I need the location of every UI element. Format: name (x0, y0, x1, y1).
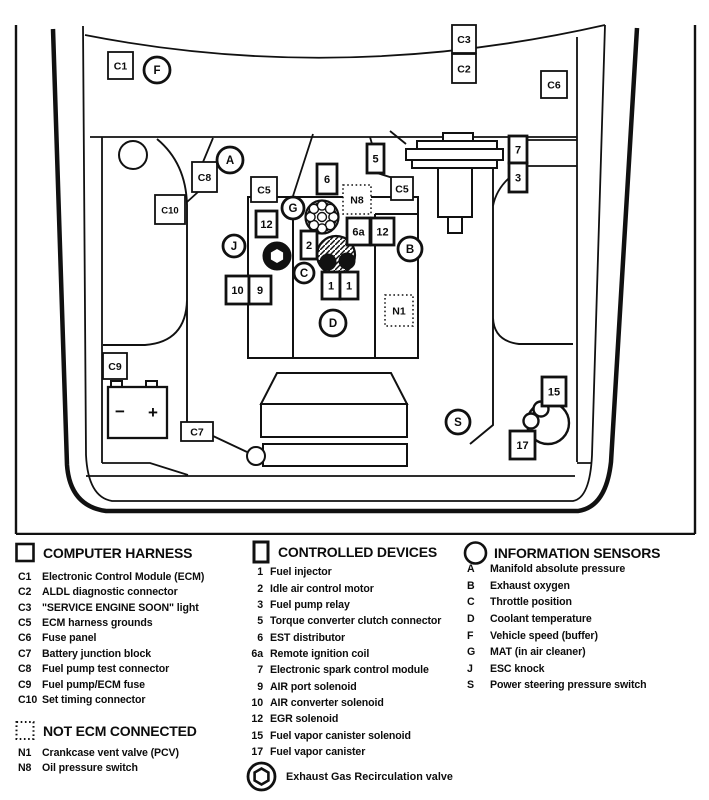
svg-text:C8: C8 (197, 171, 212, 184)
legend-item-text: Fuel pump relay (270, 598, 350, 611)
legend-item-text: EGR solenoid (270, 713, 339, 726)
svg-text:G: G (288, 203, 298, 215)
legend-item-code: 17 (251, 745, 263, 758)
svg-text:C2: C2 (457, 63, 471, 76)
svg-text:3: 3 (514, 172, 522, 185)
marker-5 (367, 144, 384, 173)
marker-2 (301, 231, 317, 259)
legend-item-code: N1 (18, 746, 32, 759)
legend-item-text: Set timing connector (42, 694, 146, 707)
svg-text:C5: C5 (395, 183, 409, 196)
marker-C2 (452, 54, 476, 83)
controlled-devices-list (249, 564, 441, 760)
marker-C5 (391, 177, 413, 200)
legend-item-code: D (467, 613, 475, 626)
svg-text:N1: N1 (392, 305, 406, 318)
egr-valve-icon (264, 243, 290, 269)
legend-item-code: J (467, 662, 473, 675)
legend-item-code: 12 (251, 713, 263, 726)
legend-item-A (467, 561, 647, 578)
legend-item-code: C3 (18, 601, 32, 614)
legend-item-text: Crankcase vent valve (PCV) (42, 746, 179, 759)
svg-text:9: 9 (256, 284, 264, 297)
battery (108, 381, 167, 438)
legend-item-N1 (18, 745, 179, 760)
svg-text:C3: C3 (457, 33, 471, 46)
legend-item-text: AIR converter solenoid (270, 696, 384, 709)
legend-item-text: ALDL diagnostic connector (42, 586, 178, 599)
legend-item-text: Fuel injector (270, 566, 332, 579)
legend-item-text: Fuel pump/ECM fuse (42, 678, 145, 691)
legend-item-15 (249, 727, 441, 743)
legend-item-code: F (467, 629, 474, 642)
svg-text:C10: C10 (161, 205, 179, 217)
marker-C7 (181, 422, 213, 441)
legend-item-text: Remote ignition coil (270, 647, 370, 660)
marker-1 (340, 272, 358, 299)
legend-item-6 (249, 629, 441, 645)
computer-harness-list (18, 569, 204, 708)
reservoir-cap-circle (119, 141, 147, 169)
legend-item-text: Coolant temperature (490, 613, 592, 626)
svg-text:F: F (153, 65, 161, 77)
legend-item-C7 (18, 646, 204, 661)
marker-1 (322, 272, 340, 299)
svg-text:J: J (230, 241, 238, 253)
marker-A (217, 147, 243, 173)
device-rect-icon (251, 539, 272, 565)
svg-text:7: 7 (514, 144, 522, 157)
legend-item-C9 (18, 677, 204, 692)
legend-item-code: 1 (257, 566, 263, 579)
legend-item-F (467, 627, 647, 644)
legend-item-text: Battery junction block (42, 647, 152, 660)
legend-item-6a (249, 646, 441, 662)
legend-item-text: Power steering pressure switch (490, 679, 647, 692)
legend-item-code: 9 (257, 680, 263, 693)
legend-item-code: C1 (18, 570, 32, 583)
legend-item-S (467, 677, 647, 694)
marker-J (223, 235, 245, 257)
legend-item-code: C6 (18, 632, 32, 645)
legend-item-2 (249, 580, 441, 596)
marker-C5 (251, 177, 277, 202)
legend-item-3 (249, 597, 441, 613)
legend-item-code: 6 (257, 631, 263, 644)
legend-item-J (467, 661, 647, 678)
svg-text:C7: C7 (190, 426, 204, 439)
not-ecm-title: NOT ECM CONNECTED (43, 722, 197, 739)
legend-item-code: 10 (251, 696, 263, 709)
legend-item-N8 (18, 760, 179, 775)
svg-text:C1: C1 (113, 60, 128, 73)
svg-text:17: 17 (516, 439, 529, 452)
legend-item-C2 (18, 584, 204, 599)
legend-item-C5 (18, 615, 204, 630)
air-cleaner-assembly (406, 133, 503, 233)
egr-valve-legend-icon (245, 760, 278, 793)
svg-text:12: 12 (260, 218, 273, 231)
marker-10 (226, 276, 249, 304)
svg-text:C5: C5 (257, 184, 271, 197)
svg-text:12: 12 (376, 226, 389, 239)
legend-item-text: Oil pressure switch (42, 762, 138, 775)
legend-item-text: AIR port solenoid (270, 680, 357, 693)
grommet-circle (247, 447, 265, 465)
marker-C3 (452, 25, 476, 53)
marker-D (320, 310, 346, 336)
legend-item-C (467, 594, 647, 611)
legend-item-code: 15 (251, 729, 263, 742)
legend-item-text: Fuel vapor canister solenoid (270, 729, 411, 742)
marker-C8 (192, 162, 217, 192)
marker-C (294, 263, 314, 283)
marker-15 (542, 377, 566, 406)
legend-item-text: Throttle position (490, 596, 572, 609)
legend-item-C10 (18, 693, 204, 708)
legend-item-12 (249, 711, 441, 727)
marker-17 (510, 431, 535, 459)
marker-9 (249, 276, 271, 304)
svg-text:C9: C9 (108, 360, 122, 373)
legend-item-text: Fuel vapor canister (270, 745, 366, 758)
svg-text:D: D (328, 318, 338, 330)
legend-item-code: 2 (257, 582, 263, 595)
svg-text:10: 10 (231, 284, 244, 297)
legend-item-text: Electronic spark control module (270, 664, 429, 677)
legend-item-code: B (467, 579, 475, 592)
legend-item-code: 7 (257, 664, 263, 677)
legend-item-1 (249, 564, 441, 580)
legend-item-9 (249, 678, 441, 694)
legend-item-text: Electronic Control Module (ECM) (42, 570, 205, 583)
computer-harness-header (14, 541, 192, 564)
legend-item-code: C2 (18, 586, 32, 599)
svg-text:5: 5 (372, 153, 379, 166)
legend-item-text: "SERVICE ENGINE SOON" light (42, 601, 199, 614)
legend-item-code: C9 (18, 678, 32, 691)
legend-item-B (467, 578, 647, 595)
legend-item-text: ECM harness grounds (42, 617, 153, 630)
legend-item-C6 (18, 631, 204, 646)
legend-item-code: C10 (18, 694, 38, 707)
legend-item-17 (249, 744, 441, 760)
front-crossmember (247, 373, 407, 466)
computer-harness-title: COMPUTER HARNESS (43, 544, 193, 561)
svg-text:S: S (454, 417, 462, 429)
not-ecm-dashed-square-icon (14, 719, 37, 742)
legend-item-code: 6a (251, 647, 263, 660)
controlled-devices-title: CONTROLLED DEVICES (278, 544, 437, 560)
marker-6 (317, 164, 337, 194)
svg-text:6a: 6a (352, 226, 365, 239)
legend-item-text: Fuse panel (42, 632, 97, 645)
svg-text:2: 2 (305, 239, 313, 252)
svg-text:15: 15 (547, 386, 561, 399)
legend-item-code: S (467, 679, 474, 692)
marker-3 (509, 163, 527, 192)
marker-N1 (385, 295, 413, 326)
legend-item-code: 5 (257, 615, 263, 628)
hood-cowl-line (85, 25, 605, 58)
marker-C10 (155, 195, 185, 224)
svg-text:1: 1 (345, 280, 353, 293)
legend-item-text: Idle air control motor (270, 582, 374, 595)
legend-item-10 (249, 695, 441, 711)
marker-12 (256, 211, 277, 237)
legend-item-text: ESC knock (490, 662, 545, 675)
marker-G (282, 197, 304, 219)
legend-item-text: MAT (in air cleaner) (490, 646, 586, 659)
distributor-icon (306, 201, 339, 234)
svg-text:C: C (299, 268, 309, 280)
marker-12 (371, 218, 394, 245)
legend-item-code: A (467, 563, 475, 576)
egr-note (245, 760, 453, 793)
marker-F (144, 57, 170, 83)
svg-text:6: 6 (323, 173, 331, 186)
information-sensors-list (467, 561, 647, 694)
legend-item-text: Torque converter clutch connector (270, 615, 442, 628)
battery-plus-symbol: + (148, 403, 158, 422)
legend-item-5 (249, 613, 441, 629)
svg-text:1: 1 (327, 280, 335, 293)
svg-text:A: A (225, 155, 235, 167)
legend-item-code: C (467, 596, 475, 609)
marker-S (446, 410, 470, 434)
legend-item-code: G (467, 646, 476, 659)
egr-note-text: Exhaust Gas Recirculation valve (286, 770, 453, 783)
marker-C1 (108, 52, 133, 79)
legend-item-code: N8 (18, 762, 32, 775)
information-sensors-title: INFORMATION SENSORS (494, 544, 661, 561)
controlled-devices-header (251, 539, 437, 565)
legend-item-7 (249, 662, 441, 678)
marker-C9 (103, 353, 127, 379)
legend-item-C8 (18, 662, 204, 677)
marker-7 (509, 136, 527, 163)
marker-6a (347, 218, 370, 245)
harness-square-icon (14, 541, 37, 564)
legend-item-G (467, 644, 647, 661)
svg-text:B: B (405, 244, 415, 256)
legend-item-code: C5 (18, 617, 32, 630)
svg-text:N8: N8 (350, 194, 364, 207)
legend-item-text: Manifold absolute pressure (490, 563, 626, 576)
svg-text:C6: C6 (547, 79, 561, 92)
not-ecm-list (18, 745, 179, 776)
legend-item-text: EST distributor (270, 631, 346, 644)
legend-item-code: C7 (18, 647, 32, 660)
legend-item-D (467, 611, 647, 628)
battery-minus-symbol: − (115, 402, 125, 421)
marker-C6 (541, 71, 567, 98)
legend-item-C3 (18, 600, 204, 615)
legend-item-code: C8 (18, 663, 32, 676)
legend-item-text: Fuel pump test connector (42, 663, 170, 676)
legend-item-C1 (18, 569, 204, 584)
legend-item-text: Vehicle speed (buffer) (490, 629, 598, 642)
legend-item-text: Exhaust oxygen (490, 579, 570, 592)
marker-B (398, 237, 422, 261)
marker-N8 (343, 185, 371, 214)
legend-item-code: 3 (257, 598, 263, 611)
not-ecm-header (14, 719, 197, 742)
